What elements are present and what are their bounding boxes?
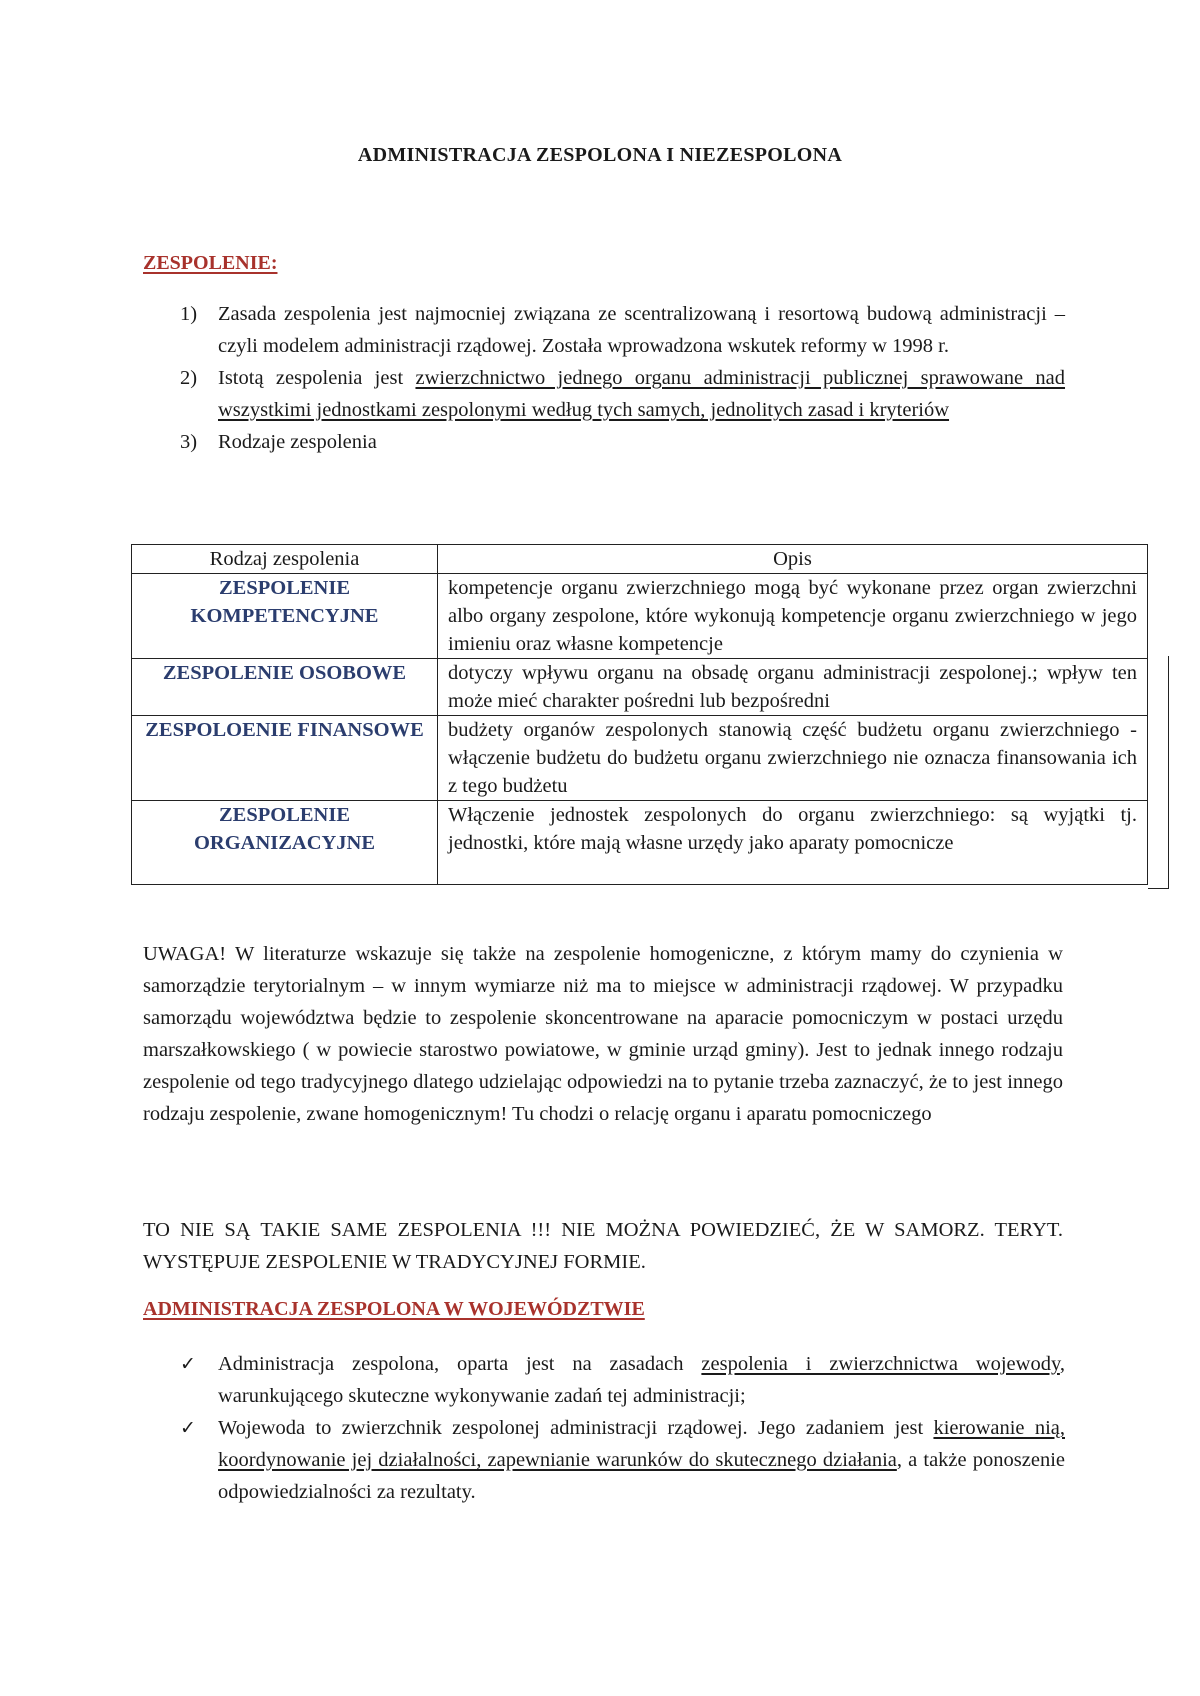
list-number: 1)	[180, 303, 198, 325]
table-row	[132, 659, 1148, 716]
list-number: 3)	[180, 431, 198, 453]
document-title: ADMINISTRACJA ZESPOLONA I NIEZESPOLONA	[357, 144, 843, 166]
list-text	[218, 1412, 1065, 1508]
table-cell-type: ZESPOLENIE ORGANIZACYJNE	[132, 801, 438, 885]
list-item	[180, 1412, 1065, 1508]
table-row	[132, 716, 1148, 801]
list-text-plain: Administracja zespolona, oparta jest na zasadach	[218, 1353, 702, 1375]
list-text: Zasada zespolenia jest najmocniej związana ze scentralizowaną i resortową budową administracji – czyli modelem administracji rządowej. Została wprowadzona wskutek reformy w 1998 r.	[218, 303, 1065, 357]
list-text: Rodzaje zespolenia	[218, 431, 377, 453]
list-text-underlined: kierowanie nią, koordynowanie jej działalności, zapewnianie warunków do skutecznego działania	[218, 1417, 1065, 1471]
list-item	[180, 298, 1065, 362]
table-header-type: Rodzaj zespolenia	[132, 545, 438, 574]
check-icon: ✓	[180, 1417, 196, 1439]
table-header-row	[132, 545, 1148, 574]
list-item	[180, 362, 1065, 426]
zespolenie-types-table	[131, 544, 1148, 885]
table-cell-description: Włączenie jednostek zespolonych do organu zwierzchniego: są wyjątki tj. jednostki, które mają własne urzędy jako aparaty pomocnicze	[438, 801, 1148, 885]
table-cell-description: budżety organów zespolonych stanowią część budżetu organu zwierzchniego - włączenie budżetu do budżetu organu zwierzchniego nie oznacza finansowania ich z tego budżetu	[438, 716, 1148, 801]
table-edge-artifact	[1148, 656, 1169, 889]
list-text-plain: Wojewoda to zwierzchnik zespolonej administracji rządowej. Jego zadaniem jest	[218, 1417, 934, 1439]
list-text-plain: , a także ponoszenie odpowiedzialności za rezultaty.	[218, 1449, 1065, 1503]
list-text-underlined: zwierzchnictwo jednego organu administracji publicznej sprawowane nad wszystkimi jednostkami zespolonymi według tych samych, jednolitych zasad i kryteriów	[218, 367, 1066, 421]
table-cell-type: ZESPOLOENIE FINANSOWE	[132, 716, 438, 801]
list-text	[218, 1348, 1065, 1412]
warning-paragraph: TO NIE SĄ TAKIE SAME ZESPOLENIA !!! NIE MOŻNA POWIEDZIEĆ, ŻE W SAMORZ. TERYT. WYSTĘPUJE ZESPOLENIE W TRADYCYJNEJ FORMIE.	[143, 1219, 1063, 1273]
table-cell-type: ZESPOLENIE KOMPETENCYJNE	[132, 574, 438, 659]
list-number: 2)	[180, 367, 198, 389]
table-cell-description: dotyczy wpływu organu na obsadę organu administracji zespolonej.; wpływ ten może mieć charakter pośredni lub bezpośredni	[438, 659, 1148, 716]
check-icon: ✓	[180, 1353, 196, 1375]
table-header-description: Opis	[438, 545, 1148, 574]
numbered-list	[180, 298, 1065, 458]
table-row	[132, 801, 1148, 885]
list-text-plain: Istotą zespolenia jest	[218, 367, 416, 389]
note-paragraph: UWAGA! W literaturze wskazuje się także na zespolenie homogeniczne, z którym mamy do czynienia w samorządzie terytorialnym – w innym wymiarze niż ma to miejsce w administracji rządowej. W przypadku samorządu województwa będzie to zespolenie skoncentrowane na aparacie pomocniczym w postaci urzędu marszałkowskiego ( w powiecie starostwo powiatowe, w gminie urząd gminy). Jest to jednak innego rodzaju zespolenie od tego tradycyjnego dlatego udzielając odpowiedzi na to pytanie trzeba zaznaczyć, że to jest innego rodzaju zespolenie, zwane homogenicznym! Tu chodzi o relację organu i aparatu pomocniczego	[143, 943, 1063, 1125]
list-item	[180, 426, 1065, 458]
list-item	[180, 1348, 1065, 1412]
section-heading-zespolenie: ZESPOLENIE:	[143, 252, 278, 274]
table-row	[132, 574, 1148, 659]
list-text-plain: , warunkującego skuteczne wykonywanie zadań tej administracji;	[218, 1353, 1065, 1407]
section-heading-wojewodztwo: ADMINISTRACJA ZESPOLONA W WOJEWÓDZTWIE	[143, 1298, 645, 1320]
bullet-list	[180, 1348, 1065, 1508]
table-cell-type: ZESPOLENIE OSOBOWE	[132, 659, 438, 716]
list-text	[218, 362, 1065, 426]
table-cell-description: kompetencje organu zwierzchniego mogą być wykonane przez organ zwierzchni albo organy zespolone, które wykonują kompetencje organu zwierzchniego w jego imieniu oraz własne kompetencje	[438, 574, 1148, 659]
list-text-underlined: zespolenia i zwierzchnictwa wojewody	[701, 1353, 1060, 1375]
